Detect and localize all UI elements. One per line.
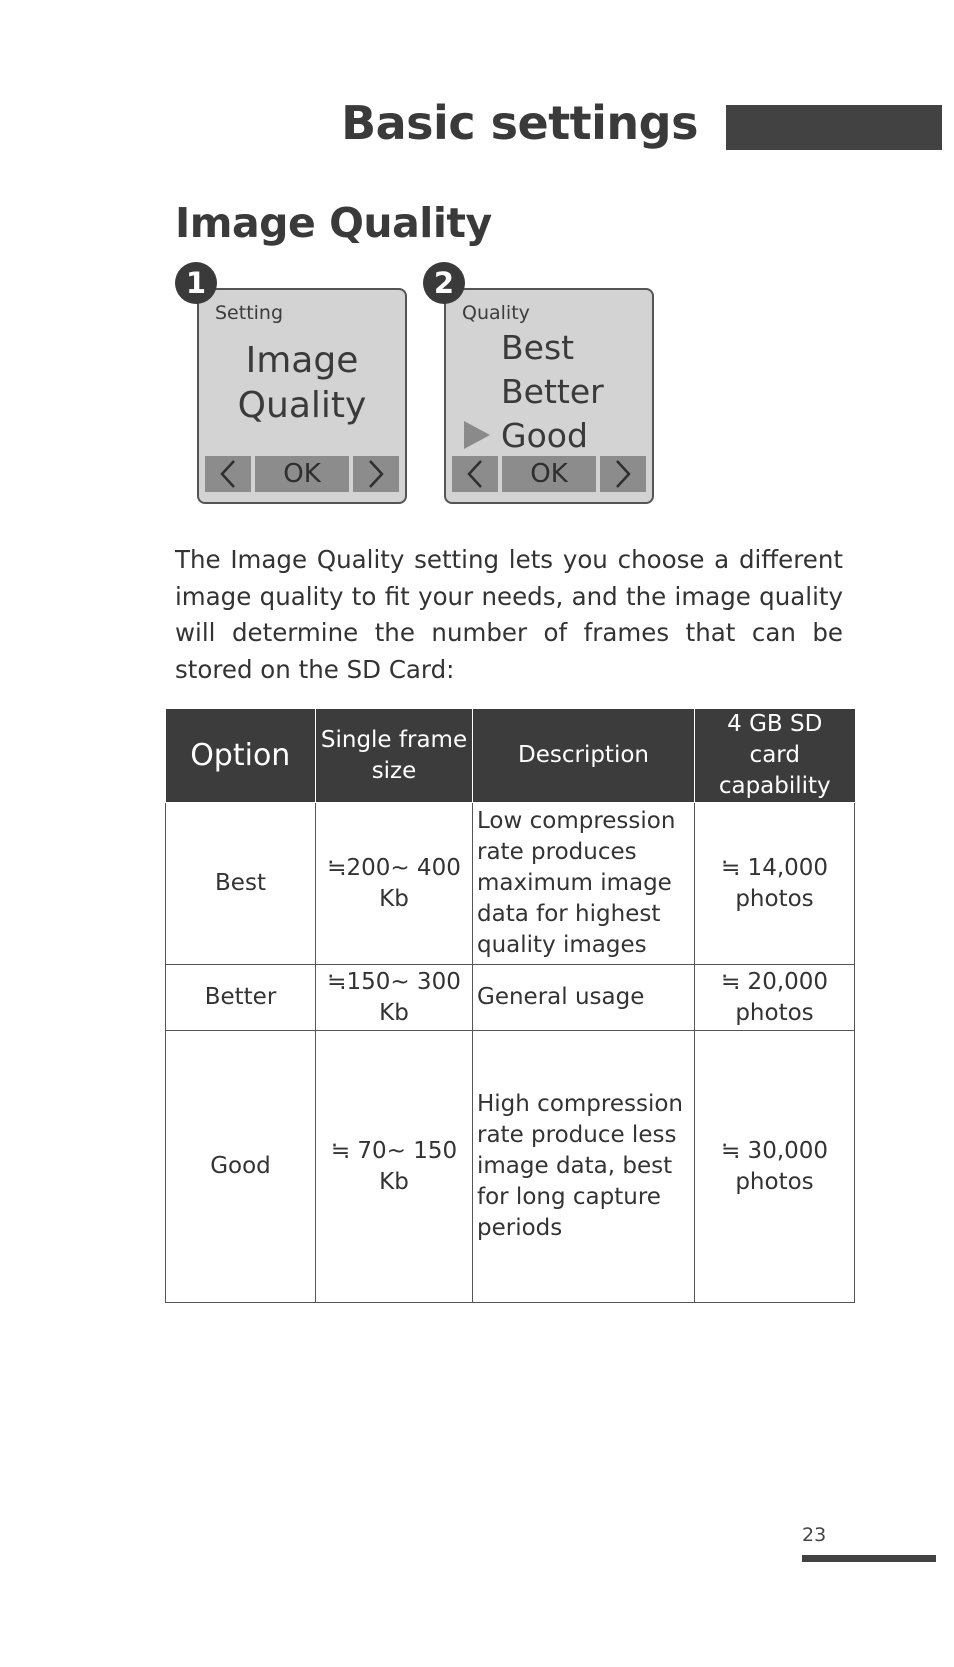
- table-header-row: [166, 709, 855, 803]
- quality-option-better[interactable]: Better: [501, 372, 604, 411]
- header-frame-size: Single frame size: [316, 709, 473, 803]
- header-capability: 4 GB SD card capability: [695, 709, 855, 803]
- intro-paragraph: The Image Quality setting lets you choose a different image quality to fit your needs, and the image quality will determine the number of frames that can be stored on the SD Card:: [175, 545, 843, 684]
- cell-description: High compression rate produce less image data, best for long capture periods: [473, 1031, 695, 1303]
- chevron-left-icon: [218, 459, 238, 489]
- screen-button-bar: [205, 456, 399, 492]
- chevron-right-icon: [366, 459, 386, 489]
- header-description: Description: [473, 709, 695, 803]
- quality-option-list: [501, 326, 604, 458]
- chevron-left-icon: [465, 459, 485, 489]
- page-title: Image Quality: [175, 199, 492, 247]
- cell-description: Low compression rate produces maximum image data for highest quality images: [473, 803, 695, 965]
- cell-option: Good: [166, 1031, 316, 1303]
- header-bar: [726, 105, 942, 150]
- chevron-right-icon: [613, 459, 633, 489]
- cell-capacity: ≒ 30,000 photos: [695, 1031, 855, 1303]
- prev-button[interactable]: [205, 456, 251, 492]
- screen-main-line: Quality: [237, 385, 367, 426]
- step-badge: 1: [175, 262, 217, 304]
- cell-capacity: ≒ 14,000 photos: [695, 803, 855, 965]
- quality-table: [165, 709, 855, 1303]
- ok-button[interactable]: OK: [502, 456, 596, 492]
- camera-screen-quality: [444, 288, 654, 504]
- selection-arrow-icon: [464, 421, 490, 449]
- step-badge: 2: [423, 262, 465, 304]
- cell-option: Better: [166, 965, 316, 1031]
- section-title: Basic settings: [341, 96, 698, 150]
- page-number: 23: [802, 1524, 827, 1546]
- camera-screen-setting: [197, 288, 407, 504]
- next-button[interactable]: [353, 456, 399, 492]
- cell-option: Best: [166, 803, 316, 965]
- table-row: [166, 965, 855, 1031]
- cell-size: ≒200~ 400 Kb: [316, 803, 473, 965]
- screen-button-bar: [452, 456, 646, 492]
- screen-main-label: [199, 338, 405, 428]
- screen-caption: Quality: [462, 302, 530, 324]
- next-button[interactable]: [600, 456, 646, 492]
- table-row: [166, 1031, 855, 1303]
- prev-button[interactable]: [452, 456, 498, 492]
- ok-button[interactable]: OK: [255, 456, 349, 492]
- quality-option-good[interactable]: Good: [501, 416, 588, 455]
- screen-caption: Setting: [215, 302, 284, 324]
- footer-bar: [802, 1555, 936, 1562]
- cell-capacity: ≒ 20,000 photos: [695, 965, 855, 1031]
- cell-size: ≒ 70~ 150 Kb: [316, 1031, 473, 1303]
- cell-description: General usage: [473, 965, 695, 1031]
- header-option: Option: [166, 709, 316, 803]
- table-row: [166, 803, 855, 965]
- cell-size: ≒150~ 300 Kb: [316, 965, 473, 1031]
- quality-option-best[interactable]: Best: [501, 328, 575, 367]
- screen-main-line: Image: [245, 340, 359, 381]
